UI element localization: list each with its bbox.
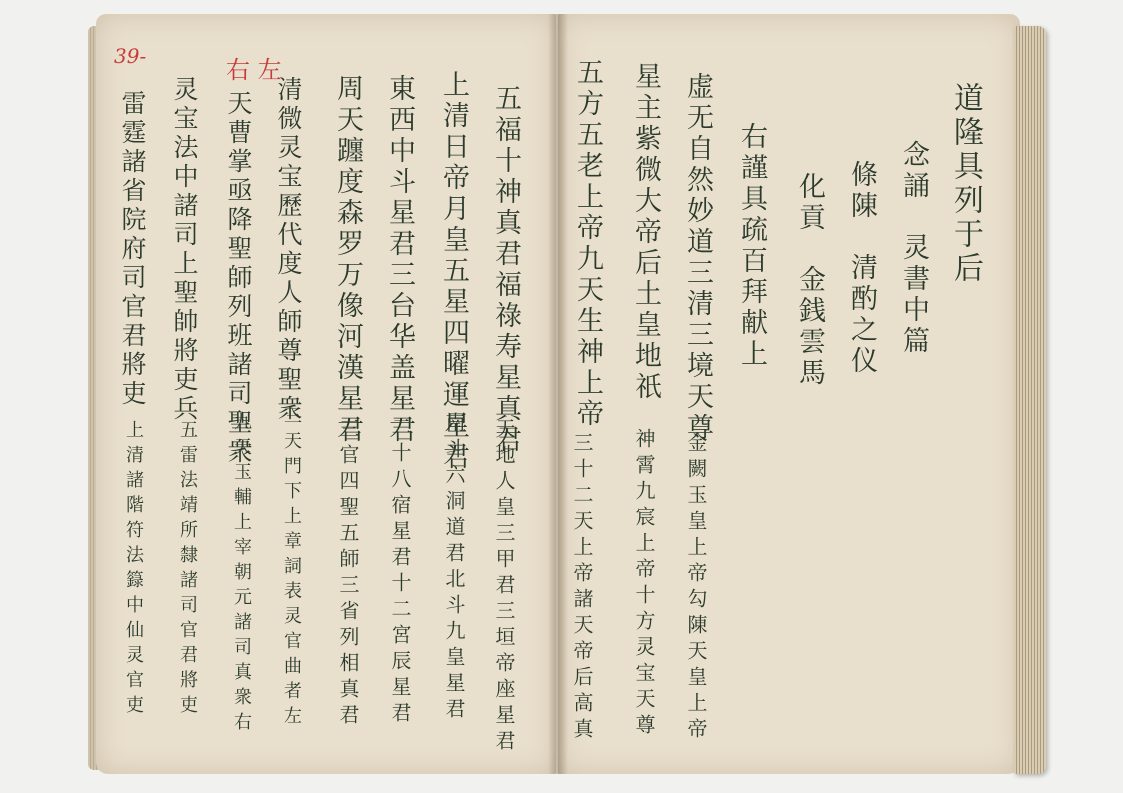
right-col-10: 五方五老上帝九天生神上帝 (572, 58, 603, 430)
left-col-8: 三官四聖五師三省列相真君 (336, 418, 360, 730)
left-col-11: 天曹掌亟降聖師列班諸司聖衆 (224, 90, 253, 467)
left-col-6: 二十八宿星君十二宮辰星君 (388, 416, 412, 728)
left-col-16: 上清諸階符法籙中仙灵官吏 (123, 420, 144, 720)
left-col-15: 雷霆諸省院府司官君將吏 (118, 90, 147, 409)
left-col-12: 九天玉輔上宰朝元諸司真衆右 (231, 412, 252, 737)
left-page (96, 14, 556, 774)
left-col-9: 清微灵宝歷代度人師尊聖衆 (274, 76, 303, 424)
left-col-5: 東西中斗星君三台华盖星君 (384, 74, 415, 446)
left-col-7: 周天躔度森罗万像河漢星君 (332, 74, 363, 446)
left-col-10: 三天門下上章詞表灵官曲者左 (281, 406, 302, 731)
right-col-3: 條陳 清酌之仪 (846, 160, 877, 377)
left-col-14: 五雷法靖所隸諸司官君將吏 (177, 420, 198, 720)
right-col-8: 星主紫微大帝后土皇地祇 (630, 62, 661, 403)
book-gutter (548, 14, 568, 774)
right-col-9: 神霄九宸上帝十方灵宝天尊 (632, 428, 656, 740)
right-col-11: 三十二天上帝諸天帝后高真 (570, 432, 594, 744)
left-col-2: 天地人皇三甲君三垣帝座星君 (492, 418, 516, 756)
right-col-6: 虚无自然妙道三清三境天尊 (682, 72, 713, 444)
left-col-1: 五福十神真君福祿寿星真君 (490, 84, 521, 456)
red-annotation: 右 左 (226, 56, 282, 84)
right-page-edge (1014, 26, 1046, 774)
right-col-2: 念誦 灵書中篇 (898, 140, 929, 357)
right-col-5: 右謹具疏百拜献上 (736, 122, 767, 370)
page-number: 39- (114, 44, 147, 68)
right-col-7: 金闕玉皇上帝勾陳天皇上帝 (684, 432, 708, 744)
left-col-3: 上清日帝月皇五星四曜運星君 (438, 70, 469, 473)
right-col-4: 化貢 金銭雲馬 (794, 172, 825, 389)
left-col-13: 灵宝法中諸司上聖帥將吏兵 (170, 76, 199, 424)
right-col-1: 道隆具列于后 (948, 82, 983, 286)
left-col-4: 南斗六洞道君北斗九皇星君 (442, 412, 466, 724)
